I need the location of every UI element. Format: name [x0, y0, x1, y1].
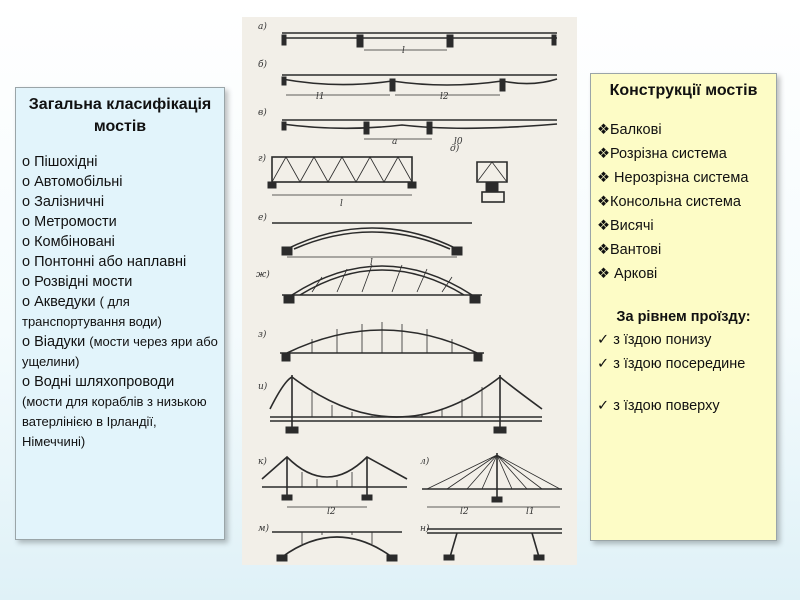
suspension-bridge-i: [270, 375, 542, 433]
label-g: г): [258, 154, 267, 164]
list-item: o Водні шляхопроводи (мости для кораблів з низькою ватерлінією в Ірландії, Німеччині): [22, 374, 207, 449]
arch-bridge-m: [272, 532, 402, 561]
list-item: o Акведуки ( для транспортування води): [22, 294, 162, 329]
span-label: l: [340, 199, 343, 209]
span-label: l1: [526, 507, 535, 517]
beam-bridge-a: [282, 33, 557, 50]
label-zh: ж): [256, 270, 270, 280]
classification-list: [22, 152, 218, 452]
list-item: ❖Вантові: [597, 242, 662, 258]
list-item: ❖Розрізна система: [597, 146, 727, 162]
general-classification-box: [15, 87, 225, 540]
list-item: o Понтонні або наплавні: [22, 254, 187, 270]
arch-bridge-zh: [282, 265, 482, 303]
list-item: o Автомобільні: [22, 174, 123, 190]
span-label: l0: [454, 137, 463, 147]
drive-level-list: [597, 328, 770, 418]
label-k: к): [258, 457, 267, 467]
span-label: l2: [327, 507, 336, 517]
list-item: ❖ Аркові: [597, 266, 658, 282]
spacer: [597, 376, 770, 394]
frame-bridge-n: [427, 529, 562, 560]
construction-types-list: [597, 118, 770, 286]
span-label: l2: [440, 92, 449, 102]
truss-bridge-g: [268, 157, 416, 195]
cable-stayed-bridge-l: [422, 453, 562, 507]
arch-bridge-e: [272, 223, 472, 257]
list-item: ❖Консольна система: [597, 194, 741, 210]
bridge-constructions-box: [590, 73, 777, 541]
list-item: o Пішохідні: [22, 154, 98, 170]
constructions-title: Конструкції мостів: [609, 82, 758, 99]
drive-level-subtitle: За рівнем проїзду:: [616, 309, 751, 325]
list-item: ❖Балкові: [597, 122, 662, 138]
label-l: л): [420, 457, 430, 467]
list-item: ❖ Нерозрізна система: [597, 170, 749, 186]
cantilever-bridge-v: [282, 120, 557, 139]
list-item: o Комбіновані: [22, 234, 115, 250]
truss-bridge-d: [477, 162, 507, 202]
label-a: а): [258, 22, 267, 32]
list-item: o Розвідні мости: [22, 274, 133, 290]
label-b: б): [258, 60, 268, 70]
span-label: l2: [460, 507, 469, 517]
span-label: l: [402, 46, 405, 56]
label-d: д): [450, 144, 460, 154]
span-label: l: [370, 258, 373, 268]
span-label: l1: [316, 92, 325, 102]
list-item: ❖Висячі: [597, 218, 654, 234]
label-v: в): [258, 108, 267, 118]
list-item: o Віадуки (мости через яри або ущелини): [22, 334, 218, 369]
list-item: ✓ з їздою посередине: [597, 356, 746, 372]
general-classification-title: Загальна класифікація мостів: [28, 96, 212, 135]
label-e: е): [258, 213, 267, 223]
list-item: ✓ з їздою поверху: [597, 398, 720, 414]
label-n: н): [420, 524, 430, 534]
list-item: ✓ з їздою понизу: [597, 332, 712, 348]
list-item: o Метромости: [22, 214, 117, 230]
list-item: o Залізничні: [22, 194, 105, 210]
arch-bridge-z: [280, 322, 484, 361]
bridge-types-diagram: [242, 17, 577, 565]
label-m: м): [258, 524, 269, 534]
bridge-drawings: [242, 17, 577, 565]
suspension-bridge-k: [262, 457, 407, 507]
label-i: и): [258, 382, 268, 392]
label-z: з): [258, 330, 267, 340]
span-label: a: [392, 137, 398, 147]
